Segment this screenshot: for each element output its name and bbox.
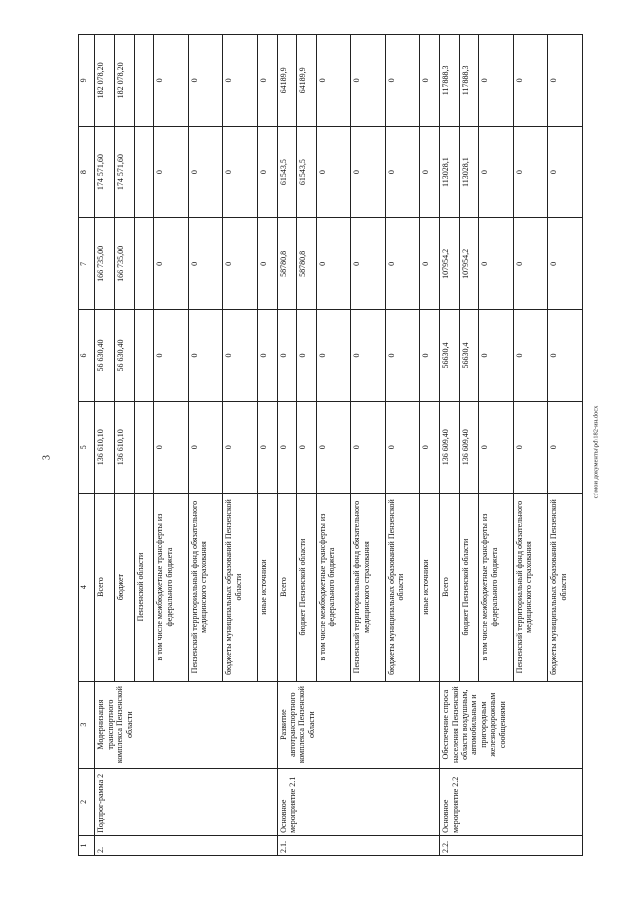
amount-cell: 0 [188, 401, 223, 493]
header-cell: 6 [79, 310, 95, 402]
amount-cell: 0 [188, 35, 223, 127]
funding-source: бюджеты муниципальных образований Пензенской области [385, 493, 420, 681]
amount-cell: 174 571,60 [115, 126, 135, 218]
amount-cell: 0 [277, 310, 297, 402]
amount-cell: 0 [513, 401, 548, 493]
amount-cell: 113028,1 [459, 126, 479, 218]
amount-cell: 0 [548, 401, 583, 493]
amount-cell [134, 401, 154, 493]
amount-cell: 117888,3 [440, 35, 460, 127]
amount-cell: 0 [223, 218, 258, 310]
amount-cell: 0 [154, 35, 189, 127]
funding-source: Всего [95, 493, 115, 681]
amount-cell: 107954,2 [440, 218, 460, 310]
amount-cell: 0 [257, 35, 277, 127]
amount-cell: 166 735,00 [95, 218, 115, 310]
amount-cell: 136 609,40 [440, 401, 460, 493]
amount-cell: 107954,2 [459, 218, 479, 310]
amount-cell: 0 [223, 401, 258, 493]
amount-cell [134, 218, 154, 310]
amount-cell: 0 [154, 126, 189, 218]
amount-cell: 0 [223, 126, 258, 218]
funding-source: Пензенской области [134, 493, 154, 681]
amount-cell: 56 630,40 [115, 310, 135, 402]
amount-cell: 0 [277, 401, 297, 493]
amount-cell: 58780,8 [297, 218, 317, 310]
amount-cell: 58780,8 [277, 218, 297, 310]
amount-cell: 0 [223, 35, 258, 127]
funding-source: бюджеты муниципальных образований Пензенской области [548, 493, 583, 681]
row-name: Основное мероприятие 2.2 [440, 768, 583, 835]
amount-cell: 64189,9 [297, 35, 317, 127]
header-cell: 2 [79, 768, 95, 835]
amount-cell: 0 [420, 218, 440, 310]
amount-cell [134, 126, 154, 218]
amount-cell: 0 [351, 401, 386, 493]
funding-source: бюджеты муниципальных образований Пензенской области [223, 493, 258, 681]
row-name: Основное мероприятие 2.1 [277, 768, 440, 835]
row-title: Развитие автотранспортного комплекса Пензенской области [277, 681, 440, 768]
footer-file-path: c:\мои документы\pd\182-ин.docx [592, 405, 600, 499]
amount-cell: 0 [316, 310, 351, 402]
amount-cell: 0 [479, 310, 514, 402]
table-row [440, 35, 460, 856]
amount-cell: 0 [420, 35, 440, 127]
funding-source: в том числе межбюджетные трансферты из федерального бюджета [479, 493, 514, 681]
amount-cell: 0 [351, 218, 386, 310]
amount-cell: 0 [188, 218, 223, 310]
header-cell: 7 [79, 218, 95, 310]
amount-cell: 0 [257, 401, 277, 493]
amount-cell: 0 [479, 35, 514, 127]
row-title: Обеспечение спроса населения Пензенской области воздушным, автомобильным и пригородным железнодорожным сообщениями [440, 681, 583, 768]
header-cell: 3 [79, 681, 95, 768]
amount-cell: 0 [316, 35, 351, 127]
funding-source: бюджет [115, 493, 135, 681]
amount-cell: 0 [548, 218, 583, 310]
funding-source: иные источники [257, 493, 277, 681]
amount-cell: 113028,1 [440, 126, 460, 218]
amount-cell: 0 [297, 401, 317, 493]
amount-cell: 0 [513, 310, 548, 402]
header-cell: 9 [79, 35, 95, 127]
amount-cell [134, 35, 154, 127]
table-row [95, 35, 115, 856]
row-title: Модернизация транспортного комплекса Пензенской области [95, 681, 277, 768]
funding-source: бюджет Пензенской области [459, 493, 479, 681]
amount-cell: 0 [257, 218, 277, 310]
amount-cell: 0 [223, 310, 258, 402]
funding-source: Пензенский территориальный фонд обязательного медицинского страхования [188, 493, 223, 681]
row-name: Подпрог-рамма 2 [95, 768, 277, 835]
amount-cell: 64189,9 [277, 35, 297, 127]
amount-cell: 136 610,10 [115, 401, 135, 493]
amount-cell: 56630,4 [459, 310, 479, 402]
row-number: 2.1. [277, 835, 440, 855]
amount-cell: 0 [351, 35, 386, 127]
funding-source: Пензенский территориальный фонд обязательного медицинского страхования [513, 493, 548, 681]
amount-cell: 0 [154, 401, 189, 493]
amount-cell: 0 [257, 310, 277, 402]
amount-cell: 0 [548, 310, 583, 402]
amount-cell: 182 078,20 [115, 35, 135, 127]
funding-source: Всего [277, 493, 297, 681]
program-funding-table [78, 34, 583, 856]
row-number: 2.2. [440, 835, 583, 855]
funding-source: в том числе межбюджетные трансферты из федерального бюджета [316, 493, 351, 681]
amount-cell: 182 078,20 [95, 35, 115, 127]
amount-cell: 0 [479, 126, 514, 218]
amount-cell: 0 [385, 310, 420, 402]
table-row [277, 35, 297, 856]
funding-source: в том числе межбюджетные трансферты из федерального бюджета [154, 493, 189, 681]
amount-cell: 0 [154, 310, 189, 402]
header-cell: 1 [79, 835, 95, 855]
amount-cell: 0 [316, 126, 351, 218]
amount-cell: 61543,5 [277, 126, 297, 218]
block [440, 35, 583, 856]
amount-cell: 0 [479, 401, 514, 493]
header-cell: 8 [79, 126, 95, 218]
amount-cell: 0 [385, 35, 420, 127]
amount-cell: 136 610,10 [95, 401, 115, 493]
amount-cell: 0 [316, 218, 351, 310]
funding-source: Пензенский территориальный фонд обязательного медицинского страхования [351, 493, 386, 681]
amount-cell: 0 [420, 310, 440, 402]
header-cell: 4 [79, 493, 95, 681]
amount-cell: 56 630,40 [95, 310, 115, 402]
row-number: 2. [95, 835, 277, 855]
amount-cell: 0 [257, 126, 277, 218]
amount-cell [134, 310, 154, 402]
amount-cell: 0 [188, 126, 223, 218]
header-row [79, 35, 95, 856]
amount-cell: 0 [420, 401, 440, 493]
rotated-table-container [78, 34, 583, 856]
amount-cell: 0 [316, 401, 351, 493]
amount-cell: 166 735,00 [115, 218, 135, 310]
page-number: 3 [41, 455, 53, 460]
block [95, 35, 277, 856]
amount-cell: 0 [385, 401, 420, 493]
funding-source: Всего [440, 493, 460, 681]
funding-source: бюджет Пензенской области [297, 493, 317, 681]
amount-cell: 0 [188, 310, 223, 402]
amount-cell: 0 [385, 126, 420, 218]
amount-cell: 117888,3 [459, 35, 479, 127]
amount-cell: 0 [548, 126, 583, 218]
amount-cell: 0 [479, 218, 514, 310]
amount-cell: 0 [351, 126, 386, 218]
amount-cell: 0 [385, 218, 420, 310]
amount-cell: 0 [513, 126, 548, 218]
amount-cell: 61543,5 [297, 126, 317, 218]
amount-cell: 56630,4 [440, 310, 460, 402]
amount-cell: 174 571,60 [95, 126, 115, 218]
amount-cell: 0 [154, 218, 189, 310]
amount-cell: 0 [297, 310, 317, 402]
amount-cell: 0 [513, 35, 548, 127]
funding-source: иные источники [420, 493, 440, 681]
header-cell: 5 [79, 401, 95, 493]
amount-cell: 0 [548, 35, 583, 127]
amount-cell: 0 [351, 310, 386, 402]
amount-cell: 0 [513, 218, 548, 310]
amount-cell: 0 [420, 126, 440, 218]
block [277, 35, 440, 856]
amount-cell: 136 609,40 [459, 401, 479, 493]
